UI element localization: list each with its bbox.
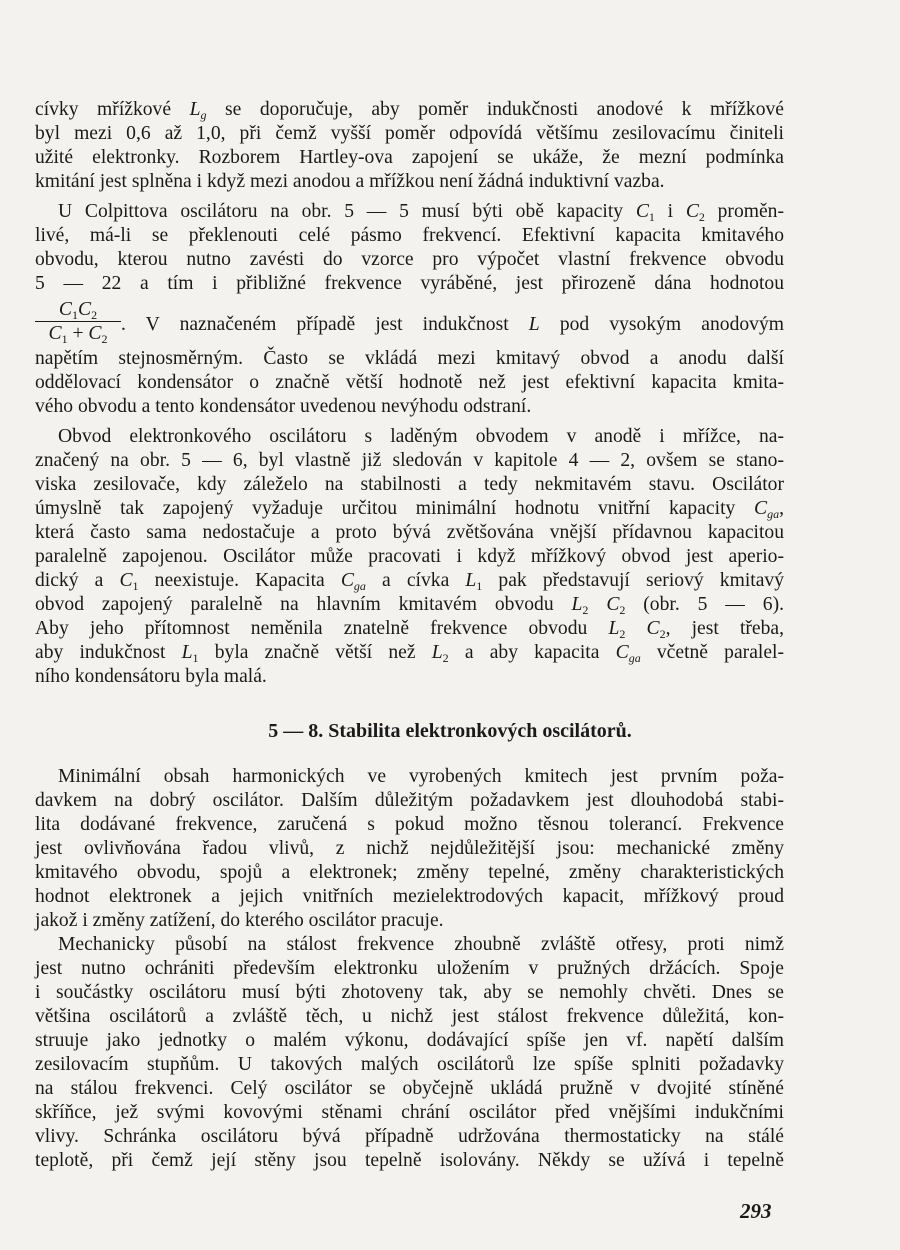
text-line: obvodu, kterou nutno zavésti do vzorce pro výpočet vlastní frekvence obvodu bbox=[35, 249, 784, 270]
text-line: užité elektronky. Rozborem Hartley-ova zapojení se ukáže, že mezní podmínka bbox=[35, 147, 784, 168]
text-line: Minimální obsah harmonických ve vyrobených kmitech jest prvním poža- bbox=[58, 766, 784, 787]
text-line: ního kondensátoru byla malá. bbox=[35, 666, 267, 687]
text-line: paralelně zapojenou. Oscilátor může pracovati i když mřížkový obvod jest aperio- bbox=[35, 546, 784, 567]
text-line: lita dodávané frekvence, zaručená s pokud možno těsnou tolerancí. Frekvence bbox=[35, 814, 784, 835]
page-number: 293 bbox=[740, 1199, 772, 1223]
text-line: která často sama nedostačuje a proto bývá zvětšována vnější přídavnou kapacitou bbox=[35, 522, 784, 543]
text-line: Mechanicky působí na stálost frekvence zhoubně zvláště otřesy, proti nimž bbox=[58, 934, 784, 955]
text-line: . V naznačeném případě jest indukčnost L pod vysokým anodovým bbox=[121, 314, 785, 335]
text-line: obvod zapojený paralelně na hlavním kmitavém obvodu $L_2$ $C_2$ (obr. 5 — 6). bbox=[35, 594, 784, 617]
text-line: jest ovlivňována řadou vlivů, z nichž nejdůležitější jsou: mechanické změny bbox=[35, 838, 784, 859]
text-line: zesilovacím stupňům. U takových malých oscilátorů lze spíše splniti požadavky bbox=[35, 1054, 784, 1075]
text-line: vého obvodu a tento kondensátor uvedenou nevýhodu odstraní. bbox=[35, 396, 532, 417]
text-line: byl mezi 0,6 až 1,0, při čemž vyšší poměr odpovídá většímu zesilovacímu činiteli bbox=[35, 123, 784, 144]
text-line: teplotě, při čemž její stěny jsou tepelně isolovány. Někdy se užívá i tepelně bbox=[35, 1150, 784, 1171]
text-line: na stálou frekvenci. Celý oscilátor se obyčejně ukládá pružně v dvojité stíněné bbox=[35, 1078, 784, 1099]
section-heading: 5 — 8. Stabilita elektronkových oscilátorů. bbox=[268, 720, 632, 742]
fraction-numerator: $C_1C_2$ bbox=[58, 299, 98, 322]
text-line: Aby jeho přítomnost neměnila znatelně frekvence obvodu $L_2$ $C_2$, jest třeba, bbox=[35, 618, 784, 641]
text-line: 5 — 22 a tím i přibližné frekvence vyráběné, jest přirozeně dána hodnotou bbox=[35, 273, 784, 294]
text-line: cívky mřížkové $L_g$ se doporučuje, aby poměr indukčnosti anodové k mřížkové bbox=[35, 99, 784, 122]
text-line: vlivy. Schránka oscilátoru bývá případně udržována thermostaticky na stálé bbox=[35, 1126, 784, 1147]
text-line: struuje jako jednotky o malém výkonu, dodávající spíše jen vf. napětí dalším bbox=[35, 1030, 784, 1051]
text-line: většina oscilátorů a zvláště těch, u nichž jest stálost frekvence důležitá, kon- bbox=[35, 1006, 784, 1027]
text-line: kmitání jest splněna i když mezi anodou a mřížkou není žádná induktivní vazba. bbox=[35, 171, 665, 192]
text-line: dický a $C_1$ neexistuje. Kapacita $C_{ga}$ a cívka $L_1$ pak představují seriový kmitavý bbox=[35, 570, 784, 593]
text-line: jest nutno ochrániti především elektronku uložením v pružných držácích. Spoje bbox=[35, 958, 784, 979]
text-line: skříňce, jež svými kovovými stěnami chrání oscilátor před vnějšími indukčními bbox=[35, 1102, 784, 1123]
fraction-denominator: $C_1 + C_2$ bbox=[35, 321, 121, 345]
text-line: aby indukčnost $L_1$ byla značně větší než $L_2$ a aby kapacita $C_{ga}$ včetně paralel- bbox=[35, 642, 785, 665]
text-line: livé, má-li se překlenouti celé pásmo frekvencí. Efektivní kapacita kmitavého bbox=[35, 225, 784, 246]
text-line: kmitavého obvodu, spojů a elektronek; změny tepelné, změny charakteristických bbox=[35, 862, 784, 883]
text-line: viska zesilovače, kdy záleželo na stabilnosti a tedy nekmitavém stavu. Oscilátor bbox=[35, 474, 784, 495]
text-line: oddělovací kondensátor o značně větší hodnotě než jest efektivní kapacita kmita- bbox=[35, 372, 784, 393]
text-line: Obvod elektronkového oscilátoru s laděným obvodem v anodě i mřížce, na- bbox=[58, 426, 784, 447]
text-line: i součástky oscilátoru musí býti zhotoveny tak, aby se nemohly chvěti. Dnes se bbox=[35, 982, 784, 1003]
text-line: U Colpittova oscilátoru na obr. 5 — 5 musí býti obě kapacity $C_1$ i $C_2$ proměn- bbox=[58, 201, 785, 224]
text-line: úmyslně tak zapojený vyžaduje určitou minimální hodnotu vnitřní kapacity $C_{ga}$, bbox=[35, 498, 784, 521]
capacitance-fraction bbox=[35, 299, 121, 345]
text-line: davkem na dobrý oscilátor. Dalším důležitým požadavkem jest dlouhodobá stabi- bbox=[35, 790, 784, 811]
text-line: hodnot elektronek a jejich vnitřních mezielektrodových kapacit, mřížkový proud bbox=[35, 886, 784, 907]
text-line: napětím stejnosměrným. Často se vkládá mezi kmitavý obvod a anodu další bbox=[35, 348, 784, 369]
text-line: jakož i změny zatížení, do kterého oscilátor pracuje. bbox=[35, 910, 444, 931]
text-line: značený na obr. 5 — 6, byl vlastně již sledován v kapitole 4 — 2, ovšem se stano- bbox=[35, 450, 784, 471]
